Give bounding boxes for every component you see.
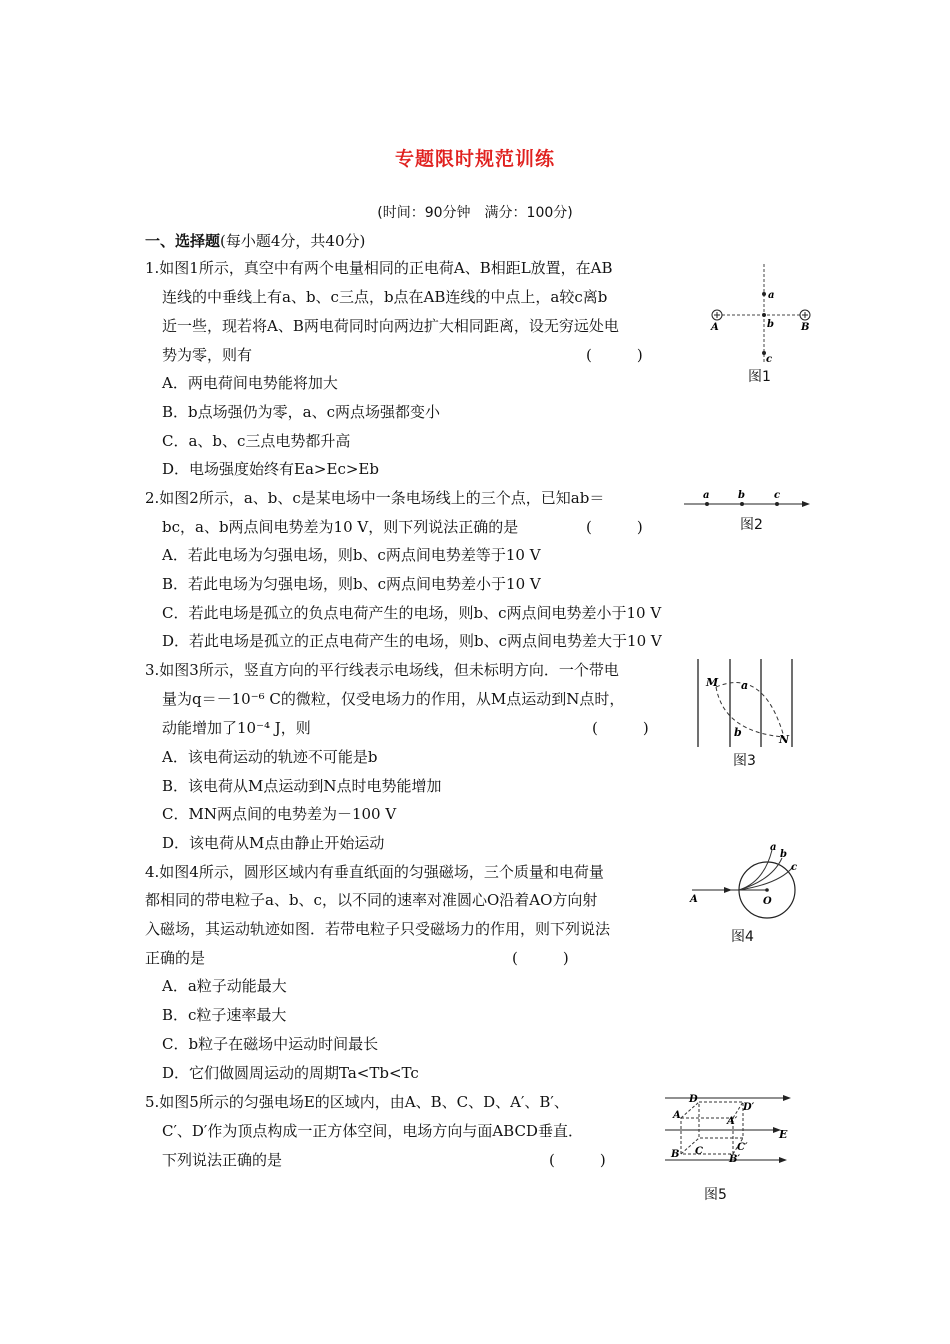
- time-info: (时间：90分钟 满分：100分): [377, 205, 573, 221]
- svg-text:O: O: [763, 896, 772, 907]
- q3-line-3: 动能增加了10⁻⁴ J，则: [162, 719, 311, 737]
- q5-line-2: C′、D′作为顶点构成一正方体空间，电场方向与面ABCD垂直．: [162, 1122, 583, 1140]
- svg-text:a: a: [770, 842, 777, 853]
- svg-text:A: A: [673, 1110, 681, 1121]
- q4-line-3: 入磁场，其运动轨迹如图．若带电粒子只受磁场力的作用，则下列说法: [145, 920, 611, 938]
- svg-text:a: a: [741, 679, 749, 692]
- q4-line-2: 都相同的带电粒子a、b、c，以不同的速率对准圆心O沿着AO方向射: [145, 891, 598, 909]
- svg-text:E: E: [779, 1128, 788, 1141]
- q2-option-a: A．若此电场为匀强电场，则b、c两点间电势差等于10 V: [162, 546, 541, 564]
- svg-text:c: c: [766, 354, 773, 365]
- q5-line-3: 下列说法正确的是: [162, 1151, 283, 1169]
- q3-line-2: 量为q＝－10⁻⁶ C的微粒，仅受电场力的作用，从M点运动到N点时，: [162, 690, 625, 708]
- svg-text:D: D: [689, 1094, 698, 1105]
- svg-text:N: N: [779, 733, 790, 746]
- q1-answer-paren: ( ): [586, 346, 643, 364]
- section-heading: [145, 230, 365, 251]
- svg-text:A: A: [690, 894, 698, 905]
- svg-text:B′: B′: [729, 1154, 741, 1165]
- figure-1-diagram: [705, 262, 820, 367]
- q1-option-b: B．b点场强仍为零，a、c两点场强都变小: [162, 403, 440, 421]
- q2-line-1: 2.如图2所示，a、b、c是某电场中一条电场线上的三个点，已知ab＝: [145, 489, 605, 507]
- figure-3-label: 图3: [733, 753, 756, 769]
- section-number: 一、选择题: [145, 232, 221, 250]
- q3-option-a: A．该电荷运动的轨迹不可能是b: [162, 748, 378, 766]
- q4-option-d: D．它们做圆周运动的周期Ta<Tb<Tc: [162, 1064, 419, 1082]
- svg-text:c: c: [774, 490, 781, 501]
- q2-line-2: bc，a、b两点间电势差为10 V，则下列说法正确的是: [162, 518, 519, 536]
- section-note: (每小题4分，共40分): [220, 232, 366, 250]
- q2-answer-paren: ( ): [586, 518, 643, 536]
- svg-text:c: c: [791, 862, 798, 873]
- svg-text:b: b: [767, 319, 774, 330]
- figure-2-label: 图2: [740, 517, 763, 533]
- q3-answer-paren: ( ): [592, 719, 649, 737]
- q1-line-4: 势为零，则有: [162, 346, 253, 364]
- svg-text:C′: C′: [737, 1142, 748, 1153]
- q4-line-1: 4.如图4所示，圆形区域内有垂直纸面的匀强磁场，三个质量和电荷量: [145, 863, 604, 881]
- q1-line-3: 近一些，现若将A、B两电荷同时向两边扩大相同距离，设无穷远处电: [162, 317, 619, 335]
- page-title: 专题限时规范训练: [394, 148, 555, 170]
- svg-text:b: b: [738, 490, 745, 501]
- q2-option-b: B．若此电场为匀强电场，则b、c两点间电势差小于10 V: [162, 575, 541, 593]
- q1-option-d: D．电场强度始终有Ea>Ec>Eb: [162, 460, 379, 478]
- figure-5-label: 图5: [704, 1187, 727, 1203]
- svg-text:a: a: [768, 290, 775, 301]
- q2-option-c: C．若此电场是孤立的负点电荷产生的电场，则b、c两点间电势差小于10 V: [162, 604, 662, 622]
- q5-line-1: 5.如图5所示的匀强电场E的区域内，由A、B、C、D、A′、B′、: [145, 1093, 569, 1111]
- q3-line-1: 3.如图3所示，竖直方向的平行线表示电场线，但未标明方向．一个带电: [145, 661, 619, 679]
- figure-3-diagram: [694, 657, 798, 749]
- svg-text:A: A: [711, 322, 719, 333]
- svg-text:A′: A′: [727, 1116, 738, 1127]
- figure-5-diagram: [663, 1088, 795, 1172]
- svg-text:C: C: [695, 1146, 703, 1157]
- q1-option-c: C．a、b、c三点电势都升高: [162, 432, 351, 450]
- q1-line-2: 连线的中垂线上有a、b、c三点，b点在AB连线的中点上，a较c离b: [162, 288, 608, 306]
- figure-4-diagram: [688, 842, 808, 920]
- figure-1-label: 图1: [748, 369, 771, 385]
- svg-text:b: b: [734, 726, 742, 739]
- q3-option-b: B．该电荷从M点运动到N点时电势能增加: [162, 777, 442, 795]
- q3-option-d: D．该电荷从M点由静止开始运动: [162, 834, 385, 852]
- svg-text:a: a: [703, 490, 710, 501]
- figure-2-diagram: [682, 486, 814, 514]
- q4-option-a: A．a粒子动能最大: [162, 977, 287, 995]
- q1-option-a: A．两电荷间电势能将加大: [162, 374, 338, 392]
- svg-text:M: M: [706, 676, 719, 689]
- q3-option-c: C．MN两点间的电势差为－100 V: [162, 805, 397, 823]
- svg-text:b: b: [780, 849, 787, 860]
- svg-text:B: B: [671, 1149, 680, 1160]
- figure-4-label: 图4: [731, 929, 754, 945]
- svg-text:B: B: [801, 322, 810, 333]
- q2-option-d: D．若此电场是孤立的正点电荷产生的电场，则b、c两点间电势差大于10 V: [162, 632, 662, 650]
- q4-option-b: B．c粒子速率最大: [162, 1006, 287, 1024]
- q1-line-1: 1.如图1所示，真空中有两个电量相同的正电荷A、B相距L放置，在AB: [145, 259, 613, 277]
- q4-option-c: C．b粒子在磁场中运动时间最长: [162, 1035, 379, 1053]
- svg-text:D′: D′: [743, 1102, 755, 1113]
- q4-answer-paren: ( ): [512, 949, 569, 967]
- q4-line-4: 正确的是: [145, 949, 206, 967]
- q5-answer-paren: ( ): [549, 1151, 606, 1169]
